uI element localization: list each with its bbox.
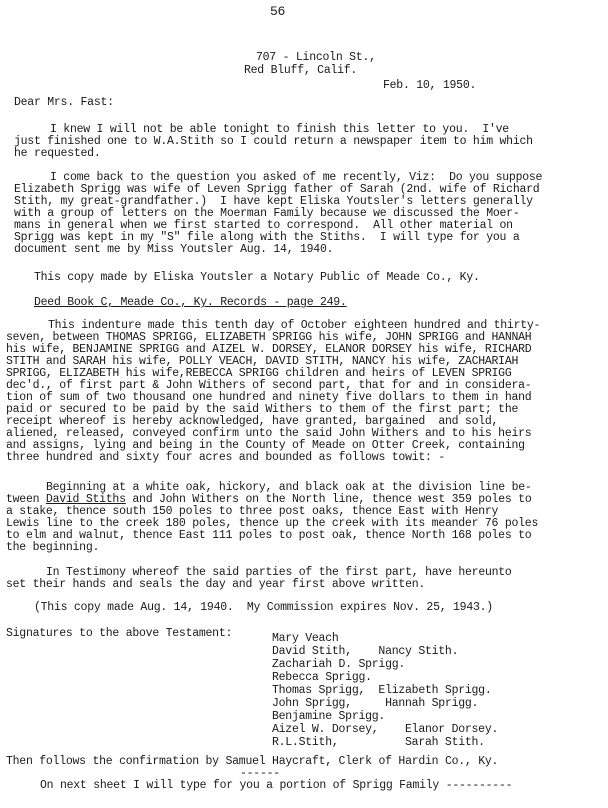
beginning-line: the beginning.	[6, 541, 100, 554]
paragraph-line: mans in general when we first started to correspond. All other material on	[14, 219, 513, 232]
indenture-line: his wife, BENJAMINE SPRIGG and AIZEL W. DORSEY, ELANOR DORSEY his wife, RICHARD	[6, 343, 532, 356]
signature-line: John Sprigg, Hannah Sprigg.	[272, 697, 479, 710]
separator-dashes: ------	[240, 767, 280, 780]
signatures-label: Signatures to the above Testament:	[6, 627, 233, 640]
indenture-line: seven, between THOMAS SPRIGG, ELIZABETH SPRIGG his wife, JOHN SPRIGG and HANNAH	[6, 331, 532, 344]
address-line-2: Red Bluff, Calif.	[244, 64, 358, 77]
address-line-1: 707 - Lincoln St.,	[256, 51, 376, 64]
indenture-line: paid or secured to be paid by the said Withers to them of the first part; the	[6, 403, 519, 416]
beginning-line: to elm and walnut, thence East 111 poles to post oak, thence North 168 poles to	[6, 529, 532, 542]
signature-line: R.L.Stith, Sarah Stith.	[272, 736, 485, 749]
paragraph-line: Stith, my great-grandfather.) I have kept Eliska Youtsler's letters generally	[14, 195, 533, 208]
indenture-line: aliened, released, conveyed confirm unto the said John Withers and to his heirs	[6, 427, 532, 440]
beginning-line-pre: tween	[6, 493, 46, 506]
indenture-line: receipt whereof is hereby acknowledged, have granted, bargained and sold,	[6, 415, 499, 428]
paragraph-line: with a group of letters on the Moerman Family because we discussed the Moer-	[14, 207, 520, 220]
indenture-line: and assigns, lying and being in the County of Meade on Otter Creek, containing	[6, 439, 525, 452]
paragraph-line: he requested.	[14, 147, 101, 160]
deed-heading: Deed Book C, Meade Co., Ky. Records - page 249.	[34, 296, 347, 309]
indenture-line: This indenture made this tenth day of October eighteen hundred and thirty-	[48, 319, 541, 332]
signature-line: Mary Veach	[272, 632, 339, 645]
signature-line: Zachariah D. Sprigg.	[272, 658, 406, 671]
paragraph-line: document sent me by Miss Youtsler Aug. 14, 1940.	[14, 243, 334, 256]
next-sheet-line: On next sheet I will type for you a portion of Sprigg Family ----------	[40, 779, 513, 792]
page-number: 56	[270, 4, 286, 19]
signature-line: David Stith, Nancy Stith.	[272, 645, 459, 658]
copy-note: This copy made by Eliska Youtsler a Notary Public of Meade Co., Ky.	[34, 271, 480, 284]
testimony-line: In Testimony whereof the said parties of the first part, have hereunto	[46, 566, 512, 579]
indenture-line: tion of sum of two thousand one hundred and ninety five dollars to them in hand	[6, 391, 532, 404]
salutation: Dear Mrs. Fast:	[14, 96, 114, 109]
confirmation-line: Then follows the confirmation by Samuel Haycraft, Clerk of Hardin Co., Ky.	[6, 755, 499, 768]
signature-line: Rebecca Sprigg.	[272, 671, 372, 684]
testimony-line: set their hands and seals the day and year first above written.	[6, 578, 426, 591]
indenture-line: three hundred and sixty four acres and bounded as follows towit: -	[6, 451, 445, 464]
paragraph-line: I come back to the question you asked of me recently, Viz: Do you suppose	[50, 171, 543, 184]
copy-made-line: (This copy made Aug. 14, 1940. My Commission expires Nov. 25, 1943.)	[34, 601, 493, 614]
letter-date: Feb. 10, 1950.	[383, 79, 477, 92]
beginning-line: Beginning at a white oak, hickory, and black oak at the division line be-	[46, 481, 532, 494]
signature-line: Thomas Sprigg, Elizabeth Sprigg.	[272, 684, 492, 697]
beginning-line: a stake, thence south 150 poles to three post oaks, thence East with Henry	[6, 505, 499, 518]
beginning-line: Lewis line to the creek 180 poles, thence up the creek with its meander 76 poles	[6, 517, 539, 530]
paragraph-line: Sprigg was kept in my "S" file along with the Stiths. I will type for you a	[14, 231, 520, 244]
beginning-line-post: and John Withers on the North line, thence west 359 poles to	[125, 493, 532, 506]
indenture-line: dec'd., of first part & John Withers of second part, that for and in considera-	[6, 379, 532, 392]
signature-line: Aizel W. Dorsey, Elanor Dorsey.	[272, 723, 499, 736]
david-stiths-underlined: David Stiths	[45, 493, 126, 506]
paragraph-line: just finished one to W.A.Stith so I could return a newspaper item to him which	[14, 135, 533, 148]
indenture-line: SPRIGG, ELIZABETH his wife,REBECCA SPRIGG children and heirs of LEVEN SPRIGG	[6, 367, 512, 380]
signature-line: Benjamine Sprigg.	[272, 710, 386, 723]
paragraph-line: I knew I will not be able tonight to finish this letter to you. I've	[50, 123, 509, 136]
paragraph-line: Elizabeth Sprigg was wife of Leven Sprigg father of Sarah (2nd. wife of Richard	[14, 183, 540, 196]
indenture-line: STITH and SARAH his wife, POLLY VEACH, DAVID STITH, NANCY his wife, ZACHARIAH	[6, 355, 519, 368]
